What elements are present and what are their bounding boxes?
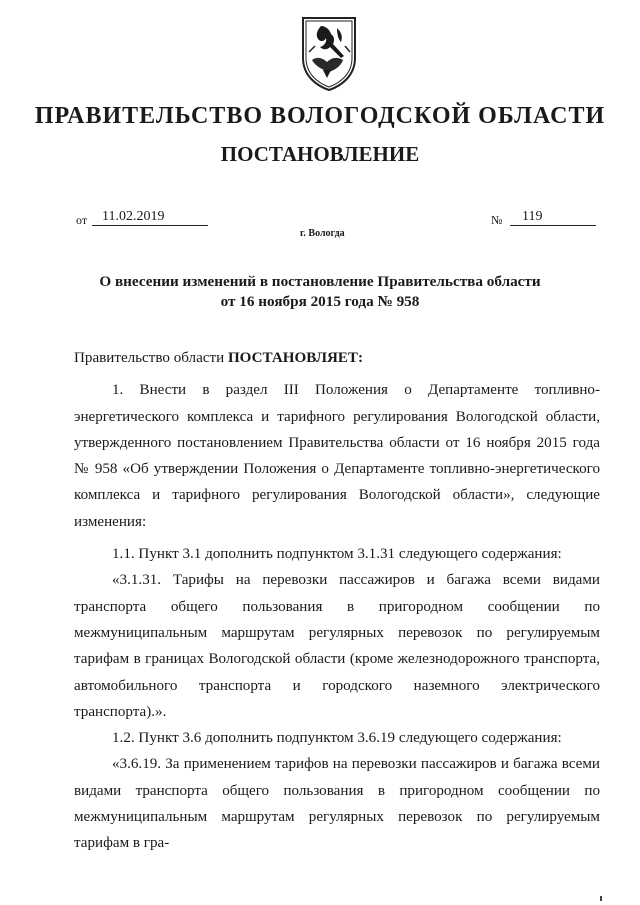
paragraph-3-6-19: «3.6.19. За применением тарифов на перевозки пассажиров и багажа всеми видами транспорта общего пользования в пригородном сообщении по межмуниципальным маршрутам регулярных перевозок по регулируемым тарифам в гра- <box>74 756 600 852</box>
government-title: ПРАВИТЕЛЬСТВО ВОЛОГОДСКОЙ ОБЛАСТИ <box>34 103 606 129</box>
number-label: № <box>491 213 503 227</box>
subject-line-2: от 16 ноября 2015 года № 958 <box>220 293 420 310</box>
resolution-lead <box>74 345 600 371</box>
paragraph-3-1-31: «3.1.31. Тарифы на перевозки пассажиров и багажа всеми видами транспорта общего пользования в пригородном сообщении по межмуниципальным маршрутам регулярных перевозок по регулируемым тарифам в границах Вологодской области (кроме железнодорожного транспорта, автомобильного транспорта и городского наземного электрического транспорта).». <box>74 572 600 720</box>
subject-line-1: О внесении изменений в постановление Правительства области <box>99 273 541 290</box>
date-label: от <box>76 213 88 227</box>
document-body <box>74 345 600 857</box>
vologda-coat-of-arms-icon <box>297 12 361 92</box>
number-field: 119 <box>510 208 596 226</box>
lead-bold: ПОСТАНОВЛЯЕТ: <box>227 350 363 366</box>
document-subject <box>60 272 580 312</box>
paragraph-1: 1. Внести в раздел III Положения о Департаменте топливно-энергетического комплекса и тарифного регулирования Вологодской области, утвержденного постановлением Правительства области от 16 ноября 2015 года № 958 «Об утверждении Положения о Департаменте топливно-энергетического комплекса и тарифного регулирования Вологодской области», следующие изменения: <box>74 382 600 530</box>
lead-text: Правительство области <box>74 350 228 366</box>
paragraph-1-1: 1.1. Пункт 3.1 дополнить подпунктом 3.1.31 следующего содержания: <box>112 546 562 563</box>
paragraph-1-2: 1.2. Пункт 3.6 дополнить подпунктом 3.6.19 следующего содержания: <box>112 730 562 747</box>
city-label: г. Вологда <box>300 228 345 239</box>
date-field: 11.02.2019 <box>92 208 208 226</box>
document-type: ПОСТАНОВЛЕНИЕ <box>220 142 420 166</box>
scan-mark <box>600 896 602 901</box>
